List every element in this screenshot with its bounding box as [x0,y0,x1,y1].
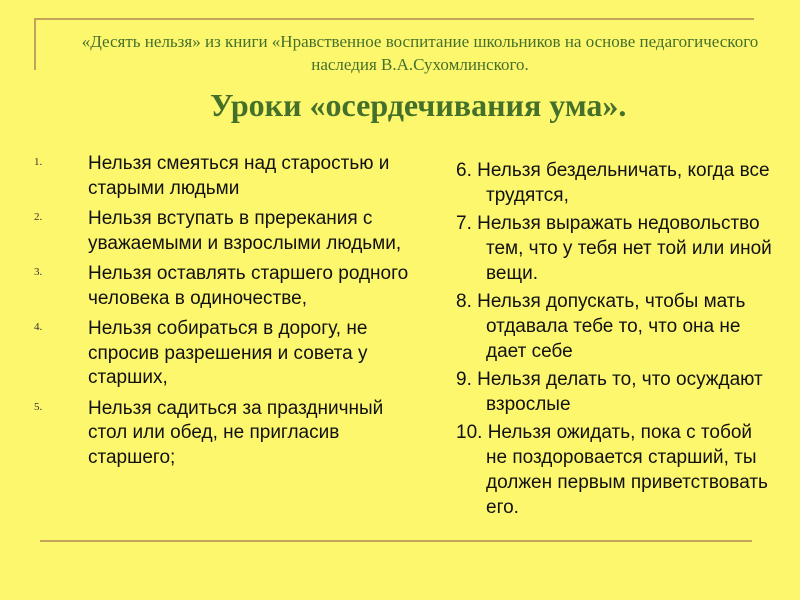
list-item [30,262,410,311]
list-number: 2. [34,211,43,223]
list-text: Нельзя вступать в пререкания с уважаемыми и взрослыми людьми, [88,208,402,254]
list-item: 7. Нельзя выражать недовольство тем, что у тебя нет той или иной вещи. [456,213,772,284]
right-list [456,158,776,523]
list-number: 1. [34,156,43,168]
list-text: Нельзя оставлять старшего родного человека в одиночестве, [88,263,409,309]
left-list [30,152,410,476]
list-item [30,397,410,471]
list-item: 6. Нельзя бездельничать, когда все трудятся, [456,160,770,206]
list-item: 9. Нельзя делать то, что осуждают взрослые [456,369,763,415]
list-number: 4. [34,321,43,333]
page-title: Уроки «осердечивания ума». [210,87,627,123]
list-text: Нельзя смеяться над старостью и старыми людьми [88,153,390,199]
frame-bottom-line [40,540,752,542]
frame-top-line [34,18,754,20]
list-item [30,152,410,201]
list-item [30,317,410,391]
list-item: 10. Нельзя ожидать, пока с тобой не поздоровается старший, ты должен первым приветствовать его. [456,422,768,518]
list-text: Нельзя садиться за праздничный стол или обед, не пригласив старшего; [88,397,384,468]
list-number: 3. [34,266,43,278]
list-item: 8. Нельзя допускать, чтобы мать отдавала тебе то, что она не дает себе [456,291,746,362]
subtitle: «Десять нельзя» из книги «Нравственное воспитание школьников на основе педагогического наследия В.А.Сухомлинского. [81,32,759,74]
list-item [30,207,410,256]
frame-left-line [34,18,36,70]
list-text: Нельзя собираться в дорогу, не спросив разрешения и совета у старших, [88,318,368,388]
list-number: 5. [34,400,43,413]
